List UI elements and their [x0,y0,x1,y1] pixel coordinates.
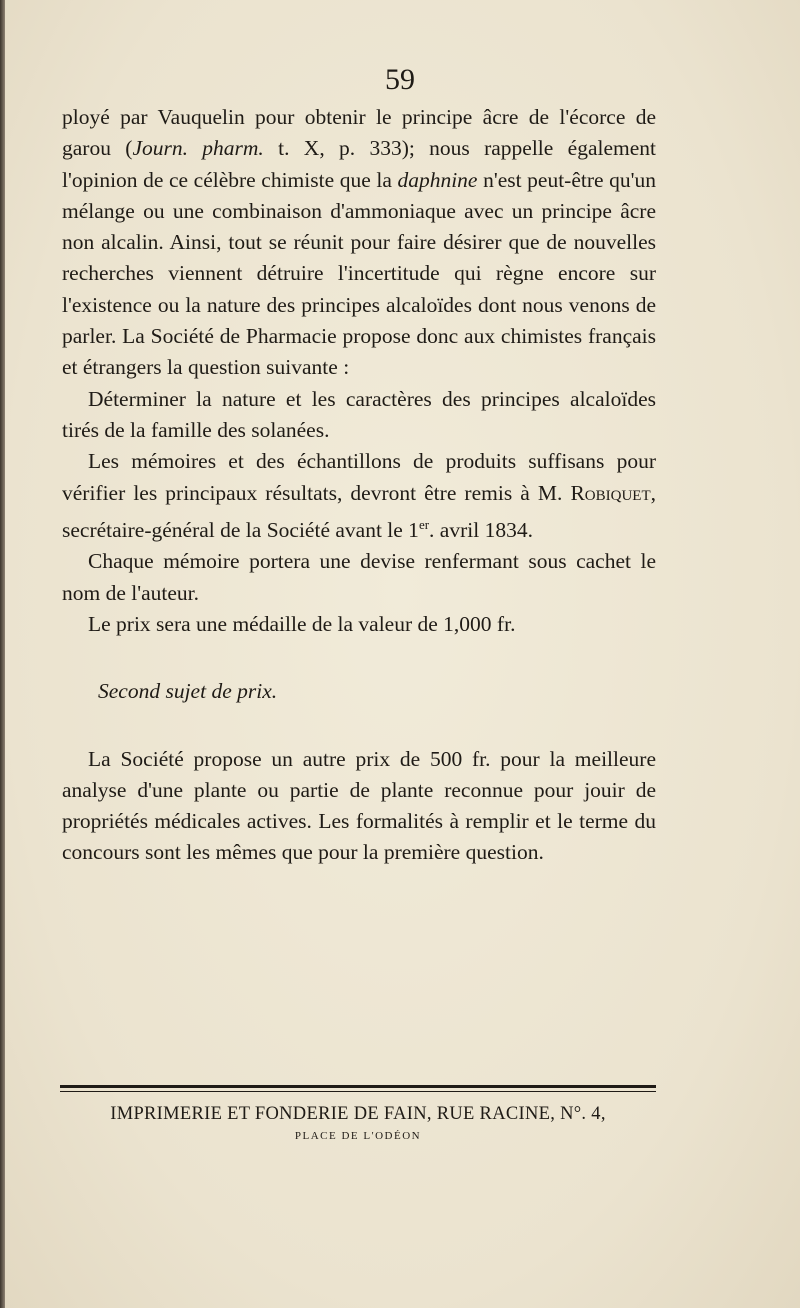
paragraph-second-prize: La Société propose un autre prix de 500 fr. pour la meilleure analyse d'une plante ou partie de plante reconnue pour jouir de propriétés médicales actives. Les formalités à remplir et le terme du concours sont les mêmes que pour la première question. [62,746,656,865]
paragraph-submission: Les mémoires et des échantillons de produits suffisans pour vérifier les principaux résultats, devront être remis à M. Robiquet, secrétaire-général de la Société avant le 1er. avril 1834. [62,449,656,543]
paragraph-1: ployé par Vauquelin pour obtenir le principe âcre de l'écorce de garou (Journ. pharm. t. X, p. 333); nous rappelle également l'opinion de ce célèbre chimiste que la daphnine n'est peut-être qu'un mélange ou une combinaison d'ammoniaque avec un principe âcre non alcalin. Ainsi, tout se réunit pour faire désirer que de nouvelles recherches viennent détruire l'incertitude qui règne encore sur l'existence ou la nature des principes alcaloïdes dont nous venons de parler. La Société de Pharmacie propose donc aux chimistes français et étrangers la question suivante : [62,105,656,380]
section-heading: Second sujet de prix. [98,679,278,704]
printer-address: PLACE DE L'ODÉON [294,1130,422,1142]
divider-thin [60,1091,656,1092]
paragraph-question: Déterminer la nature et les caractères des principes alcaloïdes tirés de la famille des solanées. [62,386,656,442]
page-binding-edge [0,0,5,1308]
printer-imprint: IMPRIMERIE ET FONDERIE DE FAIN, RUE RACINE, N°. 4, [110,1104,606,1124]
divider-thick [60,1085,656,1088]
page-number: 59 [385,63,415,96]
paragraph-prize: Le prix sera une médaille de la valeur de 1,000 fr. [88,611,516,636]
body-text [62,102,656,869]
paragraph-motto: Chaque mémoire portera une devise renfermant sous cachet le nom de l'auteur. [62,549,656,605]
